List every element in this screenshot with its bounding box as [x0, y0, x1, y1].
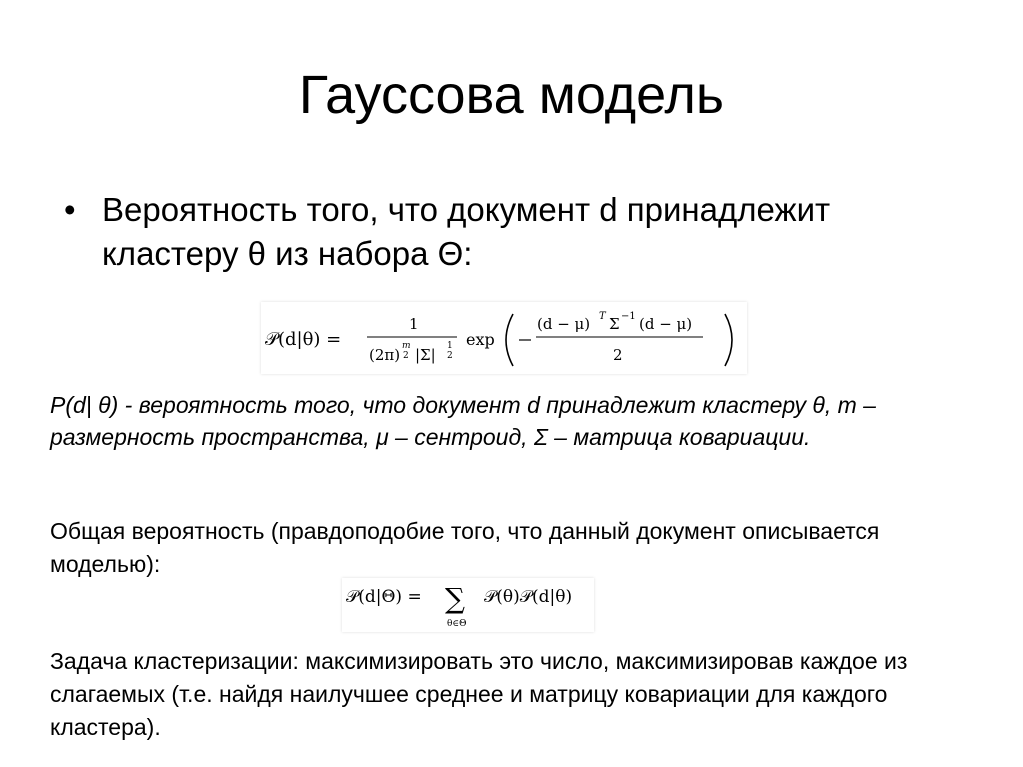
- left-paren: [506, 314, 513, 366]
- bullet-item: [64, 188, 964, 276]
- formula-exp-a-bottom: 2: [403, 351, 409, 361]
- formula-exp-a-top: m: [402, 341, 411, 351]
- formula-exp: exp: [466, 330, 495, 349]
- formula-inner-tail: (d − μ): [639, 315, 693, 333]
- formula-inner-sup2: −1: [621, 311, 636, 322]
- sum-symbol: ∑: [445, 582, 465, 615]
- formula-inner-denominator: 2: [613, 346, 623, 364]
- formula-denominator-b: |Σ|: [415, 346, 436, 364]
- sum-index: θ∈Θ: [447, 619, 467, 629]
- formula-numerator: 1: [409, 315, 419, 333]
- formula-inner-sup1: T: [599, 311, 606, 322]
- clustering-task-text: Задача кластеризации: максимизировать это число, максимизировав каждое из слагаемых (т.е. найдя наилучшее среднее и матрицу ковариации для каждого кластера).: [50, 648, 908, 740]
- bullet-marker: •: [64, 191, 76, 228]
- formula-exp-b-bottom: 2: [447, 351, 453, 361]
- formula-lhs: 𝒫(d|θ) =: [265, 329, 342, 350]
- formula-denominator-a: (2π): [369, 346, 401, 364]
- slide-title: Гауссова модель: [298, 65, 725, 125]
- right-paren: [725, 314, 732, 366]
- formula-inner-sigma: Σ: [609, 315, 620, 333]
- total-rhs: 𝒫(θ)𝒫(d|θ): [484, 587, 573, 607]
- formula-inner-numerator: (d − μ): [537, 315, 591, 333]
- total-lhs: 𝒫(d|Θ) =: [346, 587, 422, 607]
- formula-exp-b-top: 1: [447, 341, 453, 351]
- formula-description: P(d| θ) - вероятность того, что документ d принадлежит кластеру θ, m – размерность пространства, μ – сентроид, Σ – матрица ковариации.: [50, 392, 876, 450]
- bullet-text: Вероятность того, что документ d принадлежит кластеру θ из набора Θ:: [102, 191, 831, 272]
- likelihood-formula: [261, 302, 747, 374]
- total-probability-text: Общая вероятность (правдоподобие того, что данный документ описывается моделью):: [50, 518, 880, 577]
- total-probability-formula: [342, 578, 594, 632]
